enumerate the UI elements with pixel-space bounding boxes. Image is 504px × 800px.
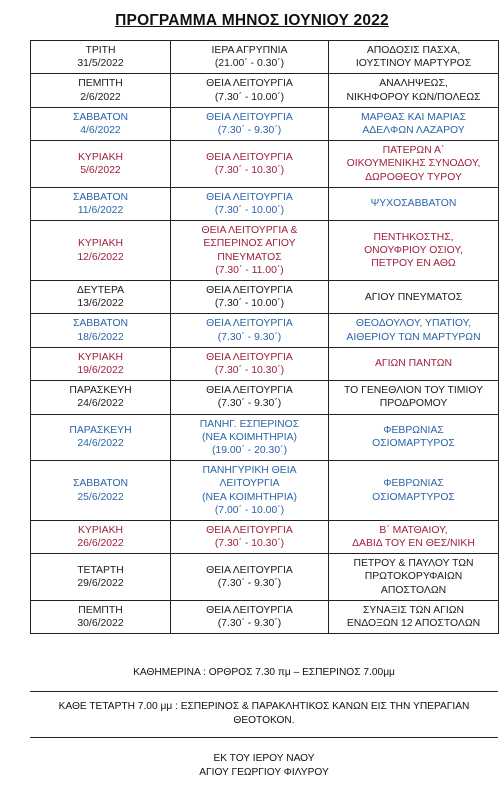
service-cell-line: ΠΑΝΗΓ. ΕΣΠΕΡΙΝΟΣ xyxy=(199,418,300,430)
feast-cell xyxy=(329,41,499,74)
table-row xyxy=(31,74,499,107)
service-cell-line: ΠΑΝΗΓΥΡΙΚΗ ΘΕΙΑ xyxy=(202,465,297,477)
date-cell-line: ΠΕΜΠΤΗ xyxy=(78,604,123,616)
service-cell-line: (ΝΕΑ ΚΟΙΜΗΤΗΡΙΑ) xyxy=(202,491,297,503)
service-cell xyxy=(171,347,329,380)
feast-cell xyxy=(329,280,499,313)
table-row xyxy=(31,314,499,347)
service-cell-line: (21.00΄ - 0.30΄) xyxy=(214,58,285,70)
date-cell-line: ΔΕΥΤΕΡΑ xyxy=(76,284,125,296)
service-cell xyxy=(171,600,329,633)
date-cell xyxy=(31,414,171,461)
feast-cell-line: ΑΔΕΛΦΩΝ ΛΑΖΑΡΟΥ xyxy=(362,124,465,136)
feast-cell-line: ΑΙΘΕΡΙΟΥ ΤΩΝ ΜΑΡΤΥΡΩΝ xyxy=(346,331,481,343)
service-cell xyxy=(171,74,329,107)
service-cell-line: ΘΕΙΑ ΛΕΙΤΟΥΡΓΙΑ xyxy=(206,284,293,296)
service-cell-line: (7.00΄ - 10.00΄) xyxy=(214,504,285,516)
date-cell-line: 12/6/2022 xyxy=(77,251,124,263)
table-row xyxy=(31,554,499,601)
service-cell-line: ΘΕΙΑ ΛΕΙΤΟΥΡΓΙΑ xyxy=(206,524,293,536)
feast-cell-line: ΔΑΒΙΔ ΤΟΥ ΕΝ ΘΕΣ/ΝΙΚΗ xyxy=(352,538,475,550)
table-row xyxy=(31,381,499,414)
service-cell-line: ΛΕΙΤΟΥΡΓΙΑ xyxy=(219,478,280,490)
feast-cell xyxy=(329,141,499,188)
service-cell xyxy=(171,107,329,140)
divider xyxy=(30,737,498,738)
service-cell-line: ΘΕΙΑ ΛΕΙΤΟΥΡΓΙΑ xyxy=(206,78,293,90)
date-cell-line: 2/6/2022 xyxy=(80,91,121,103)
service-cell xyxy=(171,221,329,281)
date-cell xyxy=(31,520,171,553)
feast-cell-line: ΨΥΧΟΣΑΒΒΑΤΟΝ xyxy=(370,198,457,210)
date-cell-line: ΣΑΒΒΑΤΟΝ xyxy=(72,191,129,203)
table-row xyxy=(31,520,499,553)
feast-cell-line: ΟΣΙΟΜΑΡΤΥΡΟΣ xyxy=(372,491,455,503)
wednesday-note: ΚΑΘΕ ΤΕΤΑΡΤΗ 7.00 μμ : ΕΣΠΕΡΙΝΟΣ & ΠΑΡΑΚΛΗΤΙΚΟΣ ΚΑΝΩΝ ΕΙΣ ΤΗΝ ΥΠΕΡΑΓΙΑΝ ΘΕΟΤΟΚΟΝ. xyxy=(58,701,470,726)
service-cell-line: (7.30΄ - 10.00΄) xyxy=(214,204,285,216)
feast-cell-line: ΦΕΒΡΩΝΙΑΣ xyxy=(383,425,444,437)
service-cell-line: (7.30΄ - 9.30΄) xyxy=(217,124,282,136)
feast-cell-line: ΠΑΤΕΡΩΝ Α΄ xyxy=(382,145,445,157)
feast-cell xyxy=(329,107,499,140)
feast-cell xyxy=(329,347,499,380)
feast-cell-line: ΠΕΝΤΗΚΟΣΤΗΣ, xyxy=(373,231,454,243)
feast-cell-line: ΣΥΝΑΞΙΣ ΤΩΝ ΑΓΙΩΝ xyxy=(362,604,465,616)
service-cell xyxy=(171,280,329,313)
service-cell-line: ΘΕΙΑ ΛΕΙΤΟΥΡΓΙΑ xyxy=(206,318,293,330)
feast-cell-line: ΑΝΑΛΗΨΕΩΣ, xyxy=(379,78,448,90)
service-cell-line: ΕΣΠΕΡΙΝΟΣ ΑΓΙΟΥ xyxy=(203,238,296,250)
schedule-table xyxy=(30,40,499,634)
divider xyxy=(30,691,498,692)
feast-cell-line: ΙΟΥΣΤΙΝΟΥ ΜΑΡΤΥΡΟΣ xyxy=(355,58,472,70)
table-row xyxy=(31,461,499,521)
table-row xyxy=(31,107,499,140)
feast-cell-line: ΠΡΟΔΡΟΜΟΥ xyxy=(379,398,448,410)
feast-cell-line: ΦΕΒΡΩΝΙΑΣ xyxy=(383,478,444,490)
date-cell xyxy=(31,187,171,220)
date-cell xyxy=(31,221,171,281)
service-cell xyxy=(171,141,329,188)
date-cell-line: ΠΑΡΑΣΚΕΥΗ xyxy=(69,425,132,437)
service-cell xyxy=(171,414,329,461)
date-cell-line: 26/6/2022 xyxy=(77,538,124,550)
feast-cell-line: ΠΕΤΡΟΥ ΕΝ ΑΘΩ xyxy=(371,258,456,270)
service-cell-line: (7.30΄ - 11.00΄) xyxy=(215,264,284,276)
feast-cell xyxy=(329,520,499,553)
date-cell-line: 25/6/2022 xyxy=(77,491,124,503)
date-cell xyxy=(31,347,171,380)
page-title: ΠΡΟΓΡΑΜΜΑ ΜΗΝΟΣ ΙΟΥΝΙΟΥ 2022 xyxy=(115,12,389,29)
service-cell-line: ΘΕΙΑ ΛΕΙΤΟΥΡΓΙΑ xyxy=(206,191,293,203)
date-cell-line: ΤΡΙΤΗ xyxy=(85,44,116,56)
service-cell-line: ΘΕΙΑ ΛΕΙΤΟΥΡΓΙΑ xyxy=(206,111,293,123)
date-cell-line: 24/6/2022 xyxy=(77,398,124,410)
service-cell-line: ΘΕΙΑ ΛΕΙΤΟΥΡΓΙΑ xyxy=(206,564,293,576)
date-cell-line: 30/6/2022 xyxy=(77,618,124,630)
feast-cell xyxy=(329,381,499,414)
date-cell-line: ΣΑΒΒΑΤΟΝ xyxy=(72,478,129,490)
feast-cell xyxy=(329,314,499,347)
date-cell-line: 13/6/2022 xyxy=(77,298,124,310)
feast-cell xyxy=(329,187,499,220)
church-signature: ΕΚ ΤΟΥ ΙΕΡΟΥ ΝΑΟΥ ΑΓΙΟΥ ΓΕΩΡΓΙΟΥ ΦΙΛΥΡΟΥ xyxy=(199,753,329,778)
date-cell xyxy=(31,381,171,414)
service-cell-line: ΘΕΙΑ ΛΕΙΤΟΥΡΓΙΑ xyxy=(206,604,293,616)
feast-cell-line: ΔΩΡΟΘΕΟΥ ΤΥΡΟΥ xyxy=(365,171,462,183)
service-cell-line: (7.30΄ - 9.30΄) xyxy=(217,618,282,630)
service-cell-line: ΠΝΕΥΜΑΤΟΣ xyxy=(217,251,282,263)
date-cell-line: ΚΥΡΙΑΚΗ xyxy=(77,151,124,163)
date-cell xyxy=(31,461,171,521)
table-row xyxy=(31,141,499,188)
service-cell-line: (7.30΄ - 9.30΄) xyxy=(217,331,282,343)
feast-cell-line: ΟΣΙΟΜΑΡΤΥΡΟΣ xyxy=(372,438,455,450)
date-cell-line: ΚΥΡΙΑΚΗ xyxy=(77,238,124,250)
date-cell-line: 4/6/2022 xyxy=(80,124,121,136)
service-cell-line: ΙΕΡΑ ΑΓΡΥΠΝΙΑ xyxy=(211,44,288,56)
feast-cell-line: ΑΓΙΩΝ ΠΑΝΤΩΝ xyxy=(374,358,453,370)
service-cell-line: ΘΕΙΑ ΛΕΙΤΟΥΡΓΙΑ xyxy=(206,385,293,397)
service-cell-line: ΘΕΙΑ ΛΕΙΤΟΥΡΓΙΑ xyxy=(206,351,293,363)
feast-cell-line: ΜΑΡΘΑΣ ΚΑΙ ΜΑΡΙΑΣ xyxy=(360,111,467,123)
date-cell xyxy=(31,107,171,140)
service-cell-line: (7.30΄ - 10.30΄) xyxy=(214,364,285,376)
date-cell-line: ΣΑΒΒΑΤΟΝ xyxy=(72,111,129,123)
service-cell-line: (7.30΄ - 10.00΄) xyxy=(214,91,285,103)
service-cell xyxy=(171,461,329,521)
feast-cell-line: ΕΝΔΟΞΩΝ 12 ΑΠΟΣΤΟΛΩΝ xyxy=(346,618,481,630)
date-cell-line: ΣΑΒΒΑΤΟΝ xyxy=(72,318,129,330)
date-cell-line: 29/6/2022 xyxy=(77,578,124,590)
date-cell xyxy=(31,554,171,601)
feast-cell-line: ΑΠΟΣΤΟΛΩΝ xyxy=(380,584,447,596)
service-cell-line: ΘΕΙΑ ΛΕΙΤΟΥΡΓΙΑ xyxy=(206,151,293,163)
date-cell-line: 11/6/2022 xyxy=(77,204,124,216)
service-cell-line: (7.30΄ - 10.00΄) xyxy=(214,298,285,310)
date-cell xyxy=(31,41,171,74)
table-row xyxy=(31,414,499,461)
date-cell-line: 31/5/2022 xyxy=(77,58,124,70)
service-cell-line: (7.30΄ - 9.30΄) xyxy=(217,578,282,590)
daily-schedule-note: ΚΑΘΗΜΕΡΙΝΑ : ΟΡΘΡΟΣ 7.30 πμ – ΕΣΠΕΡΙΝΟΣ 7.00μμ xyxy=(133,667,395,678)
feast-cell-line: ΟΙΚΟΥΜΕΝΙΚΗΣ ΣΥΝΟΔΟΥ, xyxy=(346,158,481,170)
service-cell-line: (7.30΄ - 10.30΄) xyxy=(214,538,285,550)
date-cell xyxy=(31,280,171,313)
feast-cell xyxy=(329,461,499,521)
date-cell-line: 24/6/2022 xyxy=(77,438,124,450)
date-cell-line: ΚΥΡΙΑΚΗ xyxy=(77,351,124,363)
service-cell xyxy=(171,520,329,553)
date-cell-line: 19/6/2022 xyxy=(77,364,124,376)
service-cell xyxy=(171,314,329,347)
date-cell-line: ΠΕΜΠΤΗ xyxy=(78,78,123,90)
service-cell xyxy=(171,41,329,74)
table-row xyxy=(31,600,499,633)
table-row xyxy=(31,280,499,313)
table-row xyxy=(31,347,499,380)
feast-cell xyxy=(329,74,499,107)
table-row xyxy=(31,41,499,74)
service-cell-line: (7.30΄ - 9.30΄) xyxy=(217,398,282,410)
date-cell-line: 18/6/2022 xyxy=(77,331,124,343)
table-row xyxy=(31,221,499,281)
table-row xyxy=(31,187,499,220)
feast-cell-line: ΑΓΙΟΥ ΠΝΕΥΜΑΤΟΣ xyxy=(364,291,463,303)
service-cell-line: ΘΕΙΑ ΛΕΙΤΟΥΡΓΙΑ & xyxy=(201,225,298,237)
service-cell-line: (19.00΄ - 20.30΄) xyxy=(211,444,288,456)
service-cell-line: (7.30΄ - 10.30΄) xyxy=(214,164,285,176)
date-cell-line: ΠΑΡΑΣΚΕΥΗ xyxy=(69,385,132,397)
service-cell xyxy=(171,381,329,414)
service-cell xyxy=(171,554,329,601)
feast-cell-line: ΘΕΟΔΟΥΛΟΥ, ΥΠΑΤΙΟΥ, xyxy=(355,318,472,330)
feast-cell xyxy=(329,600,499,633)
feast-cell-line: ΠΕΤΡΟΥ & ΠΑΥΛΟΥ ΤΩΝ xyxy=(353,558,474,570)
service-cell-line: (ΝΕΑ ΚΟΙΜΗΤΗΡΙΑ) xyxy=(202,431,297,443)
date-cell xyxy=(31,74,171,107)
feast-cell xyxy=(329,414,499,461)
date-cell-line: ΤΕΤΑΡΤΗ xyxy=(77,564,124,576)
date-cell xyxy=(31,314,171,347)
feast-cell-line: ΝΙΚΗΦΟΡΟΥ ΚΩΝ/ΠΟΛΕΩΣ xyxy=(346,91,481,103)
feast-cell-line: ΠΡΩΤΟΚΟΡΥΦΑΙΩΝ xyxy=(364,571,463,583)
feast-cell-line: ΑΠΟΔΟΣΙΣ ΠΑΣΧΑ, xyxy=(366,44,461,56)
service-cell xyxy=(171,187,329,220)
feast-cell xyxy=(329,221,499,281)
feast-cell xyxy=(329,554,499,601)
feast-cell-line: ΟΝΟΥΦΡΙΟΥ ΟΣΙΟΥ, xyxy=(364,244,463,256)
feast-cell-line: ΤΟ ΓΕΝΕΘΛΙΟΝ ΤΟΥ ΤΙΜΙΟΥ xyxy=(343,385,484,397)
feast-cell-line: Β΄ ΜΑΤΘΑΙΟΥ, xyxy=(379,524,448,536)
date-cell-line: 5/6/2022 xyxy=(80,164,121,176)
date-cell xyxy=(31,141,171,188)
date-cell xyxy=(31,600,171,633)
date-cell-line: ΚΥΡΙΑΚΗ xyxy=(77,524,124,536)
